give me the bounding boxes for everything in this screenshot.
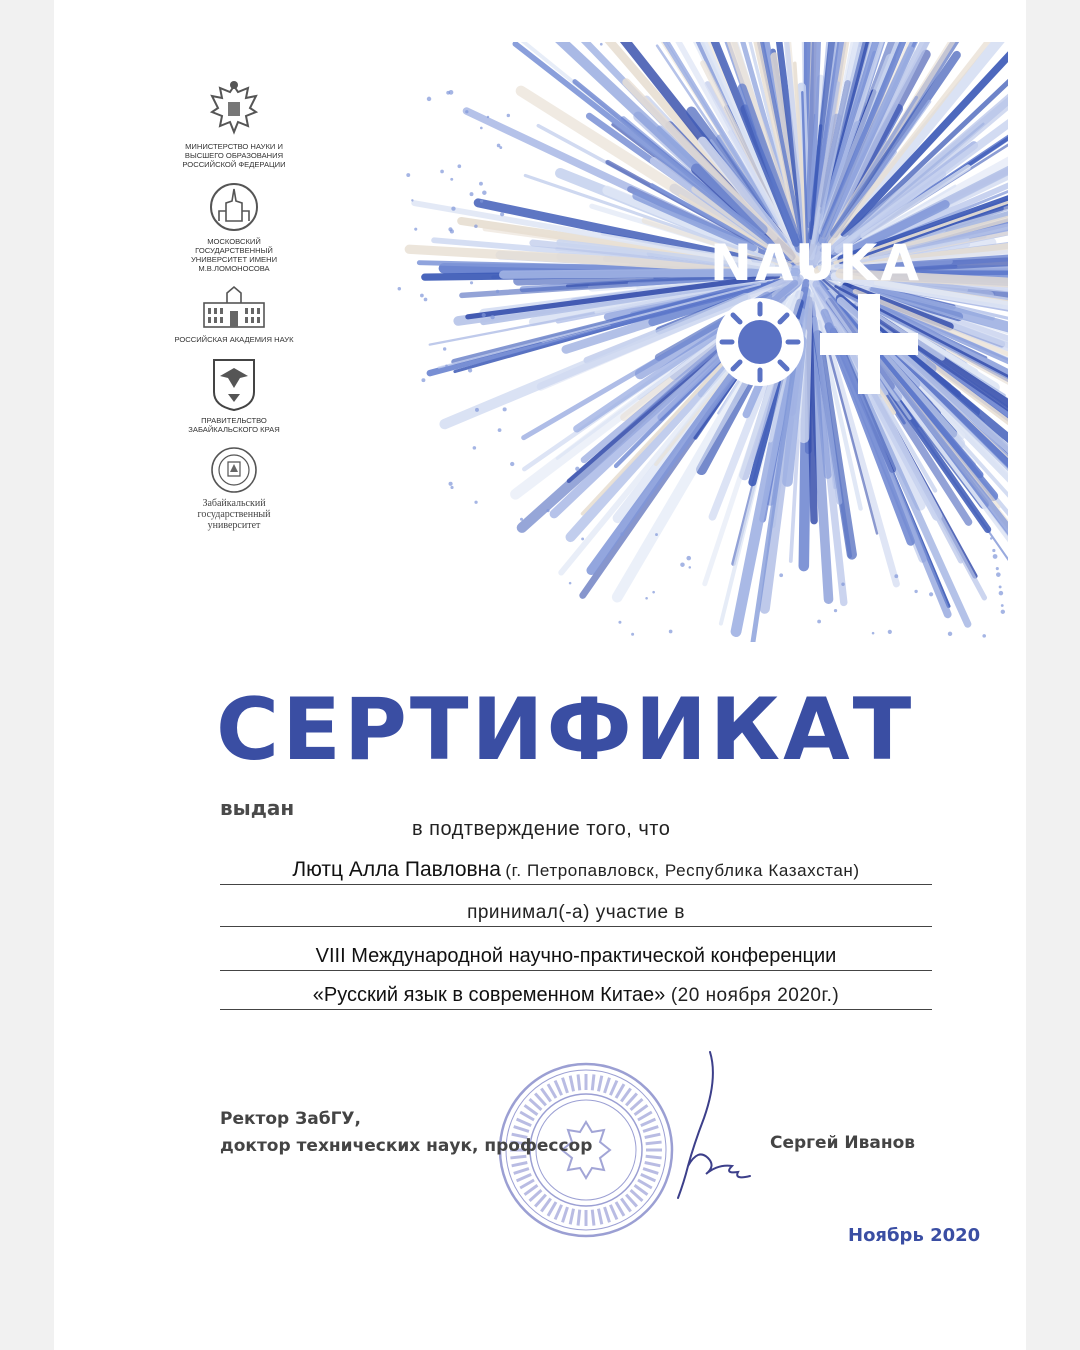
brand-title: NAUKA <box>710 234 923 292</box>
recipient-name: Лютц Алла Павловна <box>292 858 501 881</box>
partner-logos <box>172 80 296 543</box>
participation-text: принимал(-а) участие в <box>453 902 699 923</box>
double-eagle-icon <box>208 80 260 138</box>
certificate-title: СЕРТИФИКАТ <box>216 680 915 780</box>
handwritten-signature-icon <box>658 1048 758 1208</box>
conference-name: VIII Международной научно-практической конференции <box>315 945 837 967</box>
logo-caption: МИНИСТЕРСТВО НАУКИ И ВЫСШЕГО ОБРАЗОВАНИЯ РОССИЙСКОЙ ФЕДЕРАЦИИ <box>182 142 286 169</box>
logo-zabgu <box>172 446 296 531</box>
zabaikalsky-crest-icon <box>210 356 258 412</box>
signatory-name: Сергей Иванов <box>770 1133 916 1153</box>
recipient-line <box>220 858 932 885</box>
logo-ministry <box>172 80 296 169</box>
logo-caption: Забайкальский государственный университет <box>197 498 271 531</box>
logo-ras <box>172 285 296 344</box>
virus-plus-icon <box>708 290 938 400</box>
signatory-role <box>220 1106 592 1160</box>
logo-caption: РОССИЙСКАЯ АКАДЕМИЯ НАУК <box>174 335 294 344</box>
role-line-1: Ректор ЗабГУ, <box>220 1109 361 1129</box>
logo-caption: ПРАВИТЕЛЬСТВО ЗАБАЙКАЛЬСКОГО КРАЯ <box>188 416 280 434</box>
role-line-2: доктор технических наук, профессор <box>220 1136 593 1156</box>
conference-date: (20 ноября 2020г.) <box>670 985 840 1006</box>
logo-government <box>172 356 296 434</box>
participation-line <box>220 902 932 927</box>
conference-line-1 <box>220 945 932 971</box>
msu-building-icon <box>208 181 260 233</box>
logo-msu <box>172 181 296 273</box>
conference-line-2 <box>220 984 932 1010</box>
logo-caption: МОСКОВСКИЙ ГОСУДАРСТВЕННЫЙ УНИВЕРСИТЕТ ИМЕНИ М.В.ЛОМОНОСОВА <box>190 237 278 273</box>
issued-label: выдан <box>220 796 295 820</box>
academy-building-icon <box>201 285 267 331</box>
confirm-text: в подтверждение того, что <box>412 818 671 840</box>
page-sheet <box>54 0 1026 1350</box>
conference-topic: «Русский язык в современном Китае» <box>312 984 666 1006</box>
certificate <box>158 42 1008 1260</box>
zabgu-seal-icon <box>210 446 258 494</box>
issue-date: Ноябрь 2020 <box>848 1225 981 1246</box>
recipient-city: (г. Петропавловск, Республика Казахстан) <box>505 861 860 880</box>
